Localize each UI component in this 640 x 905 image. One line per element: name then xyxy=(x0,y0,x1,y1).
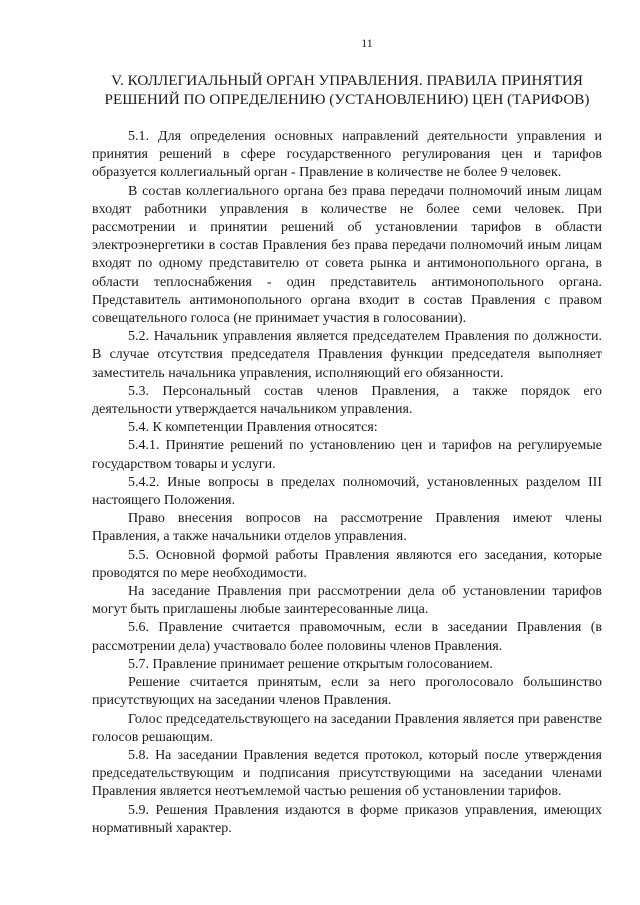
paragraph-5-8: 5.8. На заседании Правления ведется протокол, который после утверждения председательствующим и подписания присутствующими на заседании членами Правления является неотъемлемой частью решения об установлении тарифов. xyxy=(92,747,602,800)
paragraph-5-4: 5.4. К компетенции Правления относятся: xyxy=(128,420,378,436)
paragraph-chair-vote: Голос председательствующего на заседании Правления является при равенстве голосов решающим. xyxy=(92,711,602,745)
section-title-line-2: РЕШЕНИЙ ПО ОПРЕДЕЛЕНИЮ (УСТАНОВЛЕНИЮ) ЦЕН (ТАРИФОВ) xyxy=(104,91,590,108)
section-title xyxy=(92,71,602,109)
paragraph-5-2: 5.2. Начальник управления является председателем Правления по должности. В случае отсутствия председателя Правления функции председателя выполняет заместитель начальника управления, исполняющий его обязанности. xyxy=(92,329,602,381)
document-body xyxy=(92,128,602,838)
paragraph-5-9: 5.9. Решения Правления издаются в форме приказов управления, имеющих нормативный характер. xyxy=(92,802,602,836)
paragraph-5-4-2: 5.4.2. Иные вопросы в пределах полномочий, установленных разделом III настоящего Положения. xyxy=(92,474,602,509)
paragraph-right-of-submission: Право внесения вопросов на рассмотрение Правления имеют члены Правления, а также начальники отделов управления. xyxy=(92,511,602,545)
paragraph-5-6: 5.6. Правление считается правомочным, если в заседании Правления (в рассмотрении дела) участвовало более половины членов Правления. xyxy=(92,620,602,654)
paragraph-invited-persons: На заседание Правления при рассмотрении дела об установлении тарифов могут быть приглашены любые заинтересованные лица. xyxy=(92,584,602,618)
paragraph-decision-adopted: Решение считается принятым, если за него проголосовало большинство присутствующих на заседании членов Правления. xyxy=(92,675,602,709)
paragraph-5-3: 5.3. Персональный состав членов Правления, а также порядок его деятельности утверждается начальником управления. xyxy=(92,383,602,418)
page-number: 11 xyxy=(361,36,373,50)
paragraph-5-4-1: 5.4.1. Принятие решений по установлению цен и тарифов на регулируемые государством товары и услуги. xyxy=(92,438,602,472)
section-title-line-1: V. КОЛЛЕГИАЛЬНЫЙ ОРГАН УПРАВЛЕНИЯ. ПРАВИЛА ПРИНЯТИЯ xyxy=(111,72,583,89)
paragraph-5-1: 5.1. Для определения основных направлений деятельности управления и принятия решений в сфере государственного регулирования цен и тарифов образуется коллегиальный орган - Правление в количестве не более 9 человек. xyxy=(92,129,602,181)
paragraph-5-5: 5.5. Основной формой работы Правления являются его заседания, которые проводятся по мере необходимости. xyxy=(92,547,602,581)
paragraph-5-7: 5.7. Правление принимает решение открытым голосованием. xyxy=(128,656,493,672)
paragraph-composition: В состав коллегиального органа без права передачи полномочий иным лицам входят работники управления в количестве не более семи человек. При рассмотрении и принятии решений об установлении тарифов в области электроэнергетики в состав Правления без права передачи полномочий иным лицам входят по одному представителю от совета рынка и антимонопольного органа, в области теплоснабжения - один представитель антимонопольного органа. Представитель антимонопольного органа входит в состав Правления с правом совещательного голоса (не принимает участия в голосовании). xyxy=(92,183,602,327)
